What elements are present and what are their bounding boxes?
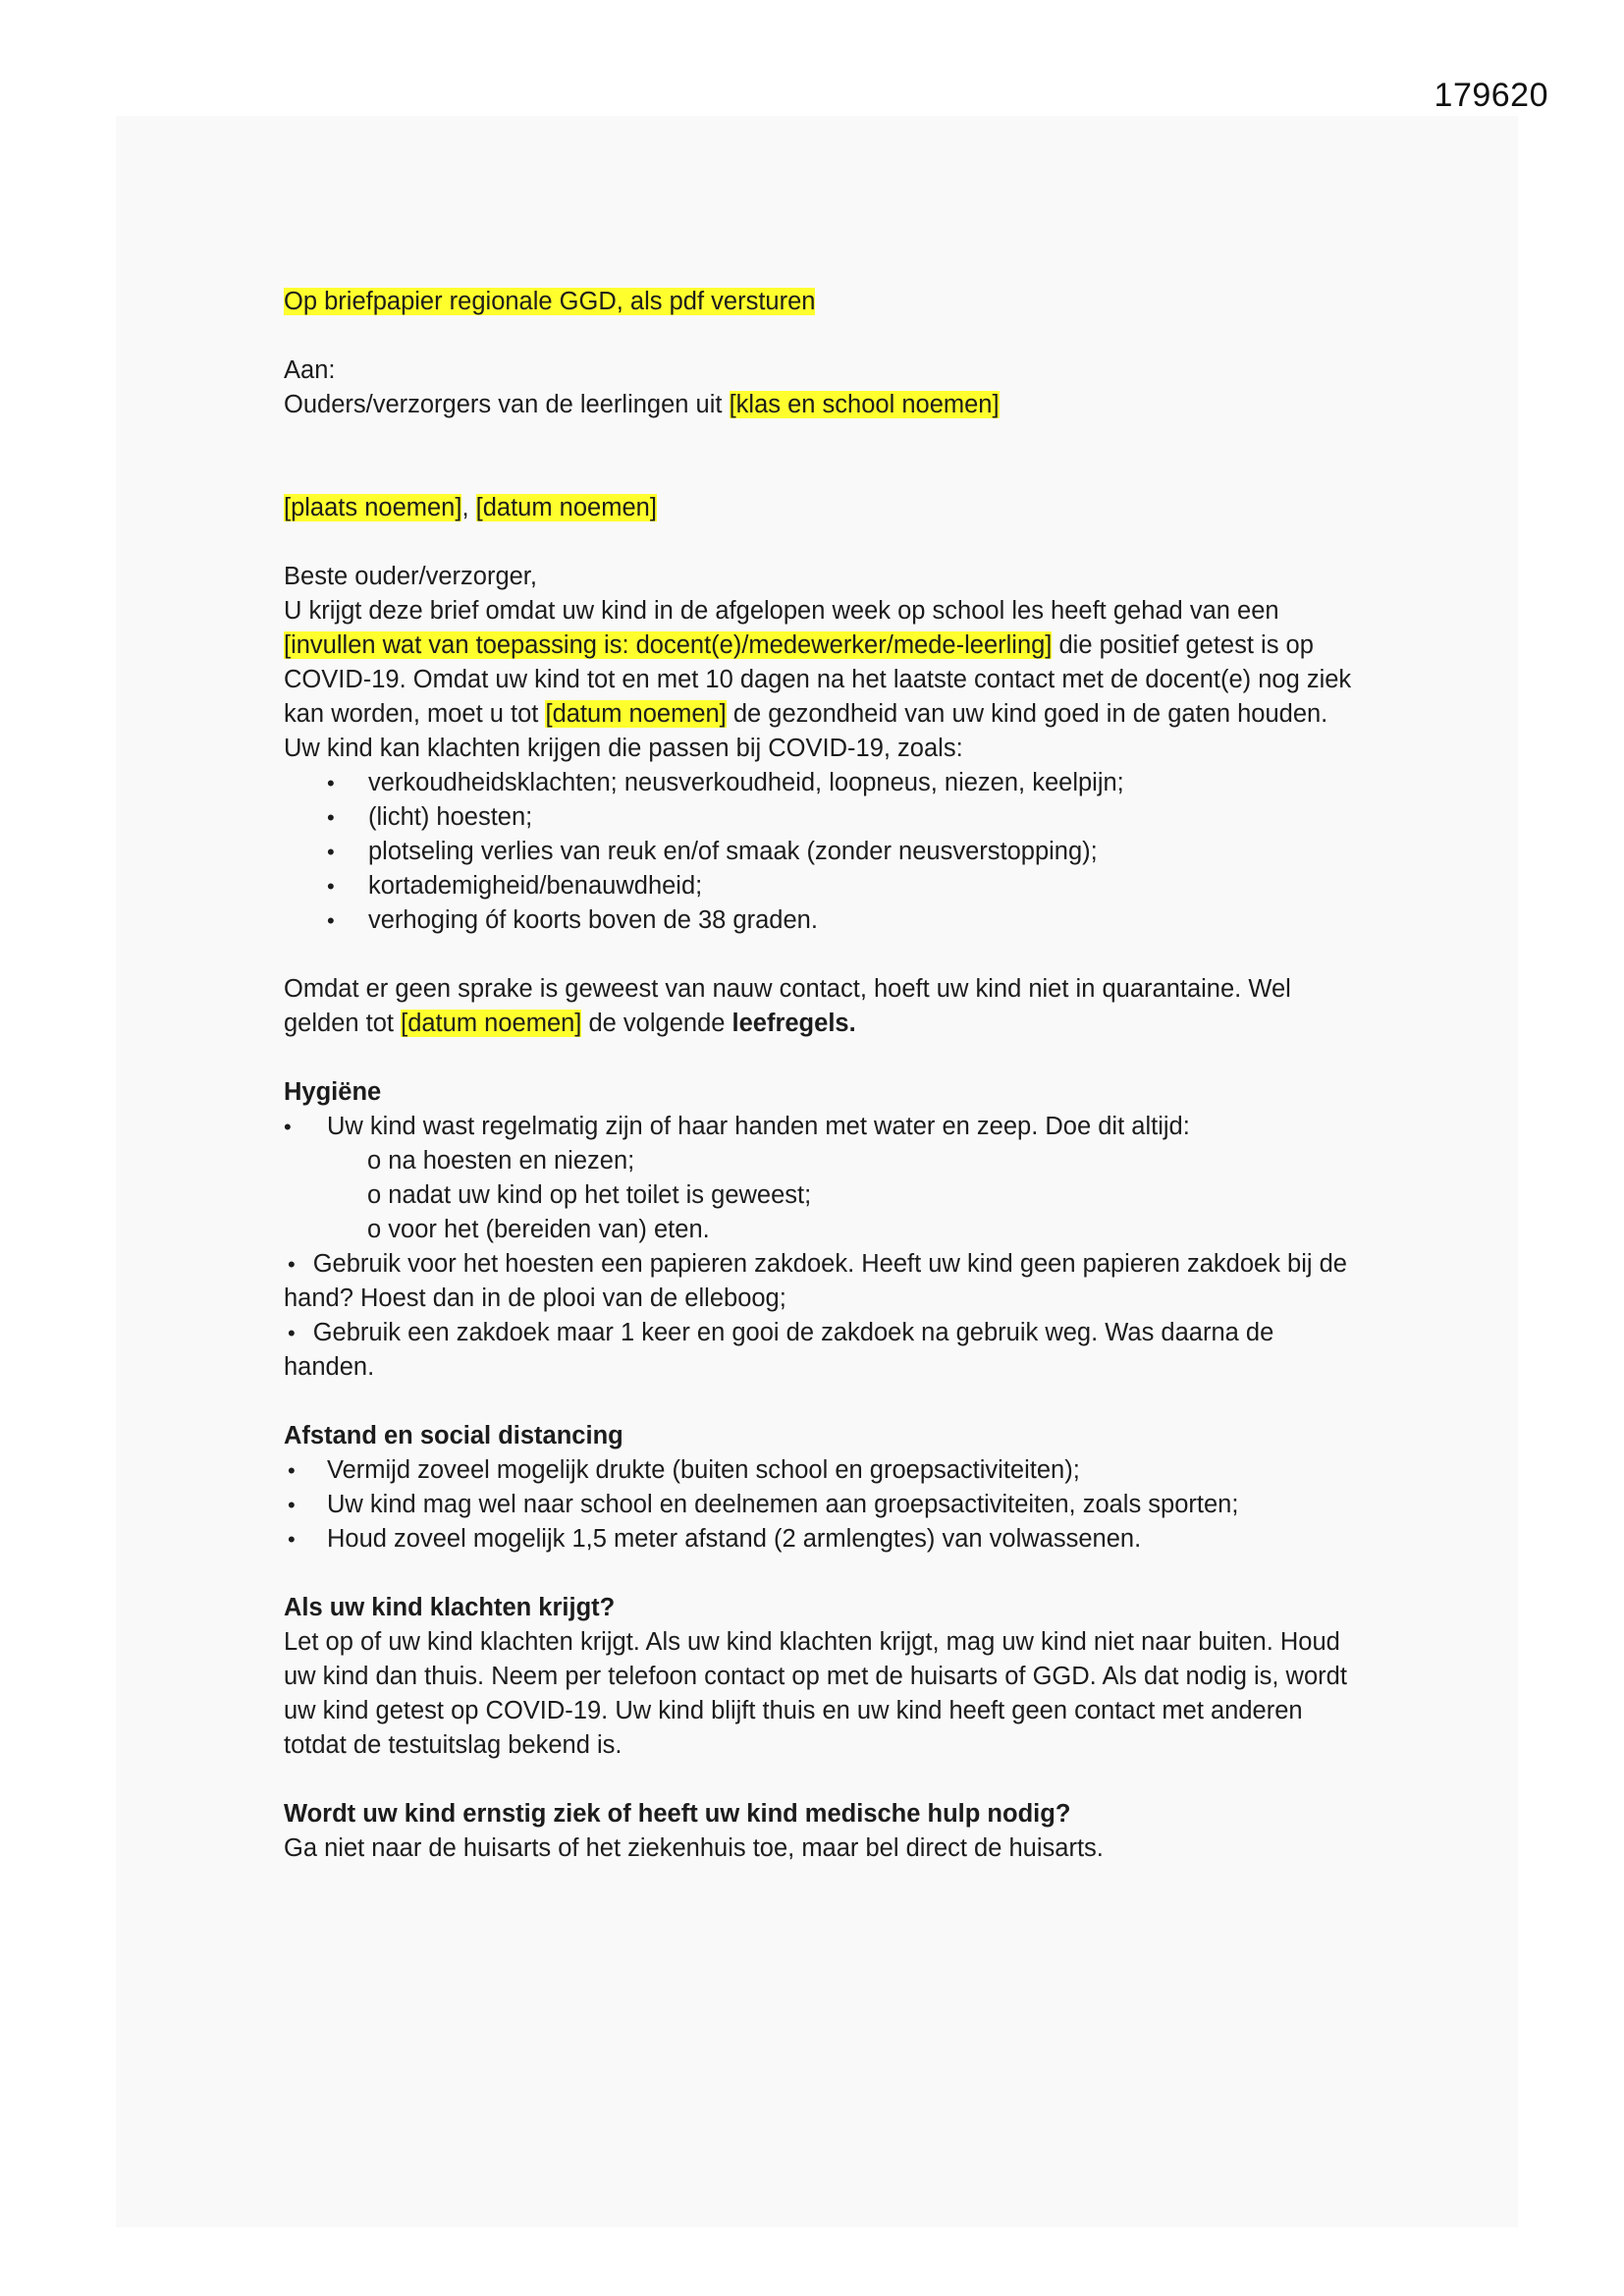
- rules-date-placeholder: [datum noemen]: [401, 1010, 582, 1037]
- no-quarantine-text-2: de volgende: [581, 1010, 732, 1037]
- intro-text-3: de gezondheid van uw kind goed in de gaten houden. Uw kind kan klachten krijgen die passen bij COVID-19, zoals:: [284, 700, 1328, 762]
- template-note: [284, 285, 1364, 319]
- to-label: Aan:: [284, 356, 336, 384]
- list-item: • Vermijd zoveel mogelijk drukte (buiten school en groepsactiviteiten);: [327, 1453, 1364, 1488]
- complaints-heading-text: Als uw kind klachten krijgt?: [284, 1594, 616, 1621]
- hygiene-heading: [284, 1075, 1364, 1110]
- bullet-dot: •: [288, 1321, 296, 1345]
- list-item: • verkoudheidsklachten; neusverkoudheid, loopneus, niezen, keelpijn;: [368, 766, 1364, 800]
- hygiene-sublist: [284, 1144, 1364, 1247]
- no-quarantine-paragraph: [284, 972, 1364, 1041]
- recipient-line: [284, 388, 1364, 422]
- bullet-dot: •: [288, 1252, 296, 1277]
- list-item: • verhoging óf koorts boven de 38 graden.: [368, 903, 1364, 938]
- list-item: • kortademigheid/benauwdheid;: [368, 869, 1364, 903]
- place-date-line: [284, 491, 1364, 525]
- document-number: 179620: [1434, 77, 1548, 114]
- hygiene-item-3: [284, 1316, 1364, 1385]
- serious-heading: [284, 1797, 1364, 1831]
- list-item: • Uw kind mag wel naar school en deelnemen aan groepsactiviteiten, zoals sporten;: [327, 1488, 1364, 1522]
- hygiene-list: [284, 1110, 1364, 1144]
- rules-bold: leefregels.: [731, 1010, 856, 1037]
- complaints-paragraph: Let op of uw kind klachten krijgt. Als uw kind klachten krijgt, mag uw kind niet naar buiten. Houd uw kind dan thuis. Neem per telefoon contact op met de huisarts of GGD. Als dat nodig is, wordt uw kind getest op COVID-19. Uw kind blijft thuis en uw kind heeft geen contact met anderen totdat de testuitslag bekend is.: [284, 1628, 1347, 1759]
- place-date-separator: ,: [461, 494, 476, 521]
- list-item: • (licht) hoesten;: [368, 800, 1364, 835]
- list-item: • Uw kind wast regelmatig zijn of haar handen met water en zeep. Doe dit altijd:: [327, 1110, 1364, 1144]
- symptom-list: [284, 766, 1364, 938]
- intro-text-1: U krijgt deze brief omdat uw kind in de afgelopen week op school les heeft gehad van een: [284, 597, 1279, 625]
- hygiene-heading-text: Hygiëne: [284, 1078, 382, 1106]
- letter-body: [284, 285, 1364, 1866]
- intro-text-2: die positief getest is op COVID-19. Omdat uw kind tot en met 10 dagen na het laatste contact met de docent(e) nog ziek kan worden, moet u tot: [284, 631, 1352, 728]
- list-item: o na hoesten en niezen;: [367, 1147, 635, 1175]
- list-item: • plotseling verlies van reuk en/of smaak (zonder neusverstopping);: [368, 835, 1364, 869]
- role-placeholder: [invullen wat van toepassing is: docent(e)/medewerker/mede-leerling]: [284, 631, 1053, 659]
- distance-list: [284, 1453, 1364, 1557]
- list-item: o nadat uw kind op het toilet is geweest;: [367, 1181, 812, 1209]
- intro-date-placeholder: [datum noemen]: [545, 700, 727, 728]
- complaints-heading: [284, 1591, 1364, 1625]
- place-placeholder: [plaats noemen]: [284, 494, 462, 521]
- hygiene-item-3-text: Gebruik een zakdoek maar 1 keer en gooi de zakdoek na gebruik weg. Was daarna de handen.: [284, 1319, 1274, 1381]
- list-item: • Houd zoveel mogelijk 1,5 meter afstand (2 armlengtes) van volwassenen.: [327, 1522, 1364, 1557]
- hygiene-item-2-text: Gebruik voor het hoesten een papieren zakdoek. Heeft uw kind geen papieren zakdoek bij de hand? Hoest dan in de plooi van de elleboog;: [284, 1250, 1347, 1312]
- distance-heading-text: Afstand en social distancing: [284, 1422, 623, 1449]
- serious-paragraph: Ga niet naar de huisarts of het ziekenhuis toe, maar bel direct de huisarts.: [284, 1834, 1104, 1862]
- intro-paragraph: [284, 594, 1364, 766]
- salutation: Beste ouder/verzorger,: [284, 563, 537, 590]
- hygiene-item-2: [284, 1247, 1364, 1316]
- list-item: o voor het (bereiden van) eten.: [367, 1216, 710, 1243]
- serious-heading-text: Wordt uw kind ernstig ziek of heeft uw kind medische hulp nodig?: [284, 1800, 1071, 1828]
- no-quarantine-text-1: Omdat er geen sprake is geweest van nauw contact, hoeft uw kind niet in quarantaine. Wel gelden tot: [284, 975, 1291, 1037]
- recipient-prefix: Ouders/verzorgers van de leerlingen uit: [284, 391, 730, 418]
- distance-heading: [284, 1419, 1364, 1453]
- recipient-placeholder: [klas en school noemen]: [729, 391, 1000, 418]
- template-note-highlight: Op briefpapier regionale GGD, als pdf versturen: [284, 288, 816, 315]
- date-placeholder: [datum noemen]: [475, 494, 657, 521]
